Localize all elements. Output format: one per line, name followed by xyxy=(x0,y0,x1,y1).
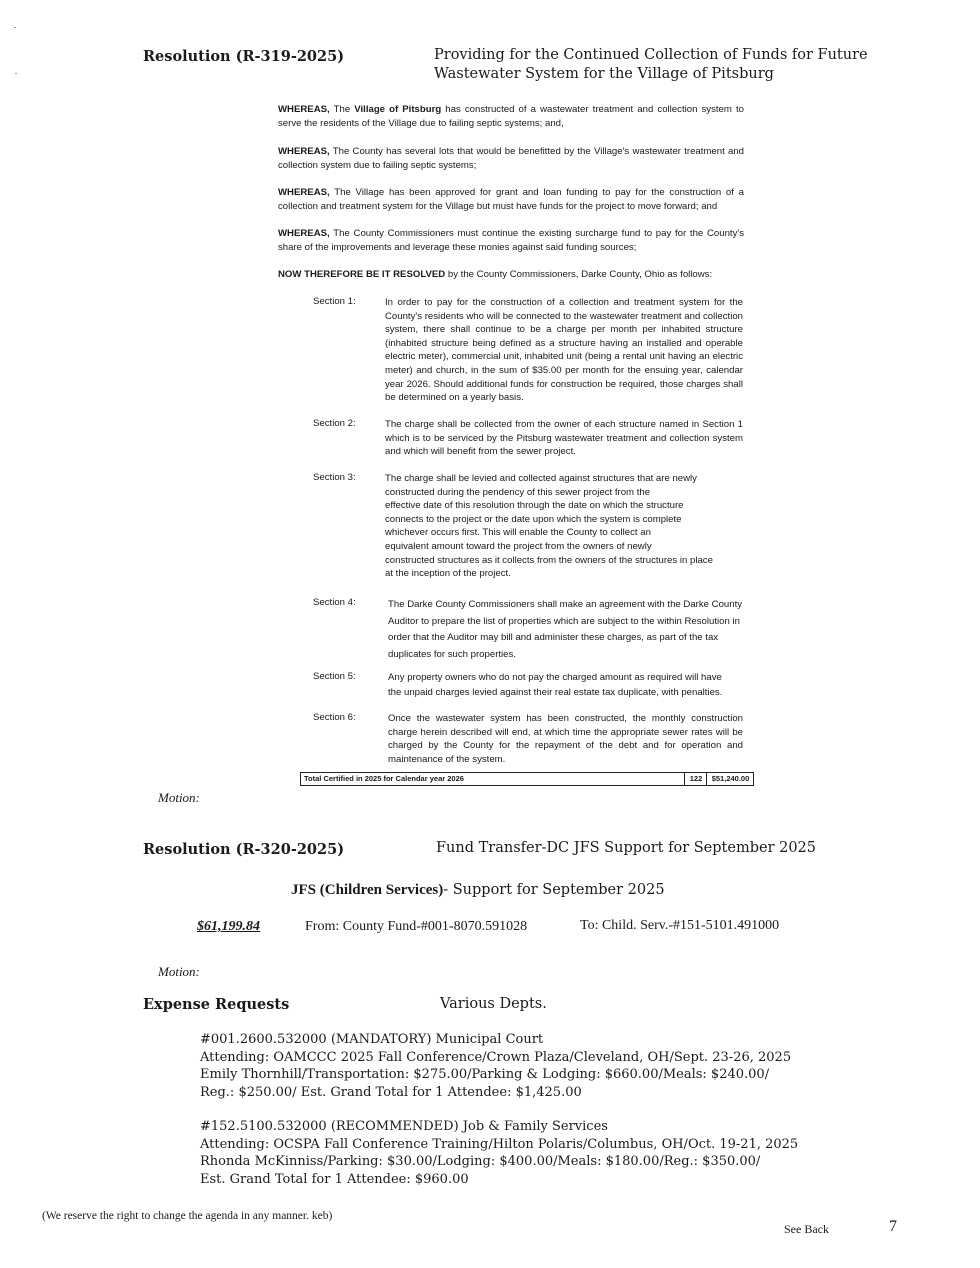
section-3-text xyxy=(385,472,743,581)
whereas-paragraph-1: WHEREAS, The Village of Pitsburg has constructed of a wastewater treatment and collection system to serve the residents of the Village due to failing septic systems; and, xyxy=(278,104,744,129)
agenda-disclaimer: (We reserve the right to change the agenda in any manner. keb) xyxy=(42,1210,333,1222)
expense-requests-description: Various Depts. xyxy=(440,996,547,1012)
section-4-line: Auditor to prepare the list of properties which are subject to the within Resolution in xyxy=(388,615,740,627)
whereas-paragraph-3: WHEREAS, The Village has been approved for grant and loan funding to pay for the construction of a collection and treatment system for the Village but must have funds for the project to move forward; and xyxy=(278,187,744,212)
resolution-320-description: Fund Transfer-DC JFS Support for September 2025 xyxy=(436,840,817,856)
expense-item-1 xyxy=(200,1031,791,1101)
section-6-text: Once the wastewater system has been constructed, the monthly construction charge herein described will end, at which time the appropriate sewer rates will be charged by the County for the repayment of the debt and for operation and maintenance of the system. xyxy=(388,713,743,765)
section-1-label: Section 1: xyxy=(313,296,356,307)
section-2-text: The charge shall be collected from the owner of each structure named in Section 1 which is to be serviced by the Pitsburg wastewater treatment and collection system and which will benefit from the sewer project. xyxy=(385,419,743,458)
see-back-note: See Back xyxy=(784,1222,829,1236)
section-4-line: duplicates for such properties. xyxy=(388,648,516,660)
whereas-paragraph-4: WHEREAS, The County Commissioners must continue the existing surcharge fund to pay for the County's share of the improvements and leverage these monies against said funding sources; xyxy=(278,228,744,253)
section-3-line: at the inception of the project. xyxy=(385,568,511,580)
scan-mark xyxy=(15,73,17,74)
resolution-320-title: Resolution (R-320-2025) xyxy=(143,841,345,858)
expense-item-2-line: Est. Grand Total for 1 Attendee: $960.00 xyxy=(200,1171,469,1187)
section-2-label: Section 2: xyxy=(313,418,356,429)
section-4-line: order that the Auditor may bill and administer these charges, as part of the tax xyxy=(388,632,719,643)
section-5-label: Section 5: xyxy=(313,671,356,682)
section-5-line: Any property owners who do not pay the charged amount as required will have xyxy=(388,672,722,683)
section-3-line: effective date of this resolution through the date on which the structure xyxy=(385,500,684,512)
section-5-text xyxy=(388,671,746,700)
scan-mark xyxy=(14,27,16,28)
page-number: 7 xyxy=(889,1218,897,1235)
transfer-amount: $61,199.84 xyxy=(197,919,260,934)
section-5-line: the unpaid charges levied against their real estate tax duplicate, with penalties. xyxy=(388,686,723,698)
expense-item-2-line: #152.5100.532000 (RECOMMENDED) Job & Family Services xyxy=(200,1119,608,1134)
transfer-to: To: Child. Serv.-#151-5101.491000 xyxy=(580,918,780,933)
expense-item-2-line: Attending: OCSPA Fall Conference Training/Hilton Polaris/Columbus, OH/Oct. 19-21, 2025 xyxy=(200,1136,799,1152)
total-certified-amount: $51,240.00 xyxy=(706,773,754,785)
section-3-line: equivalent amount toward the project from the owners of newly xyxy=(385,540,652,552)
expense-item-2-line: Rhonda McKinniss/Parking: $30.00/Lodging: $400.00/Meals: $180.00/Reg.: $350.00/ xyxy=(200,1154,761,1169)
expense-requests-title: Expense Requests xyxy=(143,996,290,1013)
section-4-label: Section 4: xyxy=(313,597,356,608)
expense-item-1-line: #001.2600.532000 (MANDATORY) Municipal Court xyxy=(200,1032,544,1047)
total-certified-row xyxy=(300,772,754,786)
expense-item-1-line: Emily Thornhill/Transportation: $275.00/Parking & Lodging: $660.00/Meals: $240.00/ xyxy=(200,1067,770,1082)
section-3-line: connects to the project or the date upon which the system is complete xyxy=(385,513,682,525)
section-4-text xyxy=(388,597,746,663)
whereas-paragraph-2: WHEREAS, The County has several lots that would be benefitted by the Village's wastewater treatment and collection system due to failing septic systems; xyxy=(278,146,744,171)
jfs-subheading: JFS (Children Services)- Support for September 2025 xyxy=(291,882,665,898)
section-3-line: constructed structures as it collects from the owners of the structures in place xyxy=(385,554,713,566)
total-certified-count: 122 xyxy=(684,773,707,785)
section-3-line: The charge shall be levied and collected against structures that are newly xyxy=(385,473,697,484)
resolved-paragraph: NOW THEREFORE BE IT RESOLVED by the County Commissioners, Darke County, Ohio as follows: xyxy=(278,269,713,280)
resolution-320-motion: Motion: xyxy=(158,964,200,979)
resolution-319-description: Providing for the Continued Collection of Funds for Future Wastewater System for the Village of Pitsburg xyxy=(434,47,868,82)
section-4-line: The Darke County Commissioners shall make an agreement with the Darke County xyxy=(388,599,743,610)
section-1-text: In order to pay for the construction of a collection and treatment system for the County's residents who will be connected to the wastewater treatment and collection system, there shall continue to be a charge per month per inhabited structure (inhabited structure being defined as a structure having an installed and operable electric meter), commercial unit, inhabited unit (being a rental unit having an electric meter) and church, in the sum of $35.00 per month for the ensuing year, calendar year 2026. Should additional funds for construction be required, those charges shall be determined on a yearly basis. xyxy=(385,297,743,404)
expense-item-2 xyxy=(200,1118,798,1188)
transfer-from: From: County Fund-#001-8070.591028 xyxy=(305,919,528,934)
resolution-319-title: Resolution (R-319-2025) xyxy=(143,48,345,65)
section-3-line: whichever occurs first. This will enable the County to collect an xyxy=(385,527,651,539)
section-3-label: Section 3: xyxy=(313,472,356,483)
expense-item-1-line: Reg.: $250.00/ Est. Grand Total for 1 Attendee: $1,425.00 xyxy=(200,1084,582,1100)
section-6-label: Section 6: xyxy=(313,712,356,723)
resolution-319-motion: Motion: xyxy=(158,790,200,805)
section-3-line: constructed during the pendency of this sewer project from the xyxy=(385,486,651,498)
total-certified-label: Total Certified in 2025 for Calendar year 2026 xyxy=(304,774,464,783)
expense-item-1-line: Attending: OAMCCC 2025 Fall Conference/Crown Plaza/Cleveland, OH/Sept. 23-26, 2025 xyxy=(200,1049,792,1065)
